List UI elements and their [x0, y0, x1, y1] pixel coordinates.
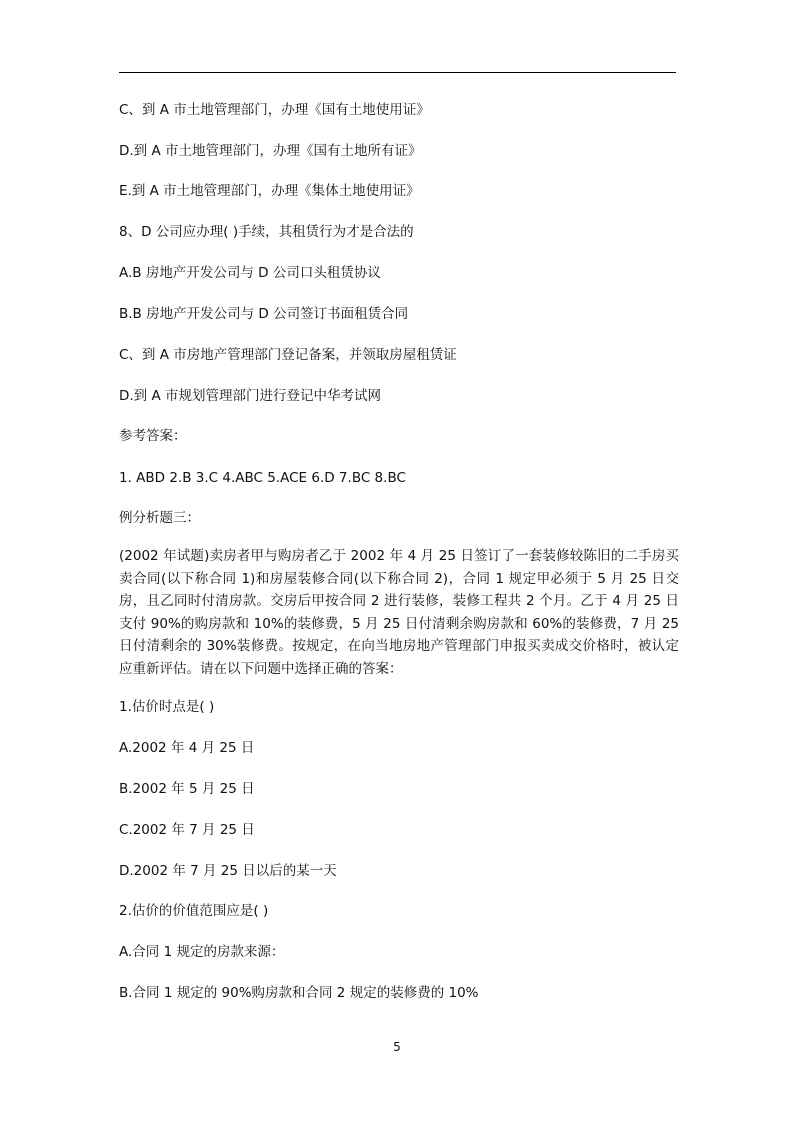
q8-option-c: C、到 A 市房地产管理部门登记备案，并领取房屋租赁证: [119, 347, 457, 363]
question-8: 8、D 公司应办理( )手续，其租赁行为才是合法的: [119, 224, 414, 240]
case-heading: 例分析题三：: [119, 510, 200, 526]
q1-option-a: A.2002 年 4 月 25 日: [119, 740, 255, 756]
q8-option-a: A.B 房地产开发公司与 D 公司口头租赁协议: [119, 265, 381, 281]
question-2: 2.估价的价值范围应是( ): [119, 903, 269, 919]
q2-option-b: B.合同 1 规定的 90%购房款和合同 2 规定的装修费的 10%: [119, 985, 479, 1001]
q8-option-d: D.到 A 市规划管理部门进行登记中华考试网: [119, 388, 382, 404]
header-rule: [119, 72, 676, 73]
page-number: 5: [393, 1040, 401, 1054]
answer-heading: 参考答案：: [119, 428, 187, 444]
q1-option-b: B.2002 年 5 月 25 日: [119, 781, 255, 797]
q1-option-c: C.2002 年 7 月 25 日: [119, 822, 255, 838]
q1-option-d: D.2002 年 7 月 25 日以后的某一天: [119, 863, 337, 879]
option-e-collective-land-cert: E.到 A 市土地管理部门，办理《集体土地使用证》: [119, 183, 420, 199]
question-1: 1.估价时点是( ): [119, 699, 215, 715]
option-d-land-ownership-cert: D.到 A 市土地管理部门，办理《国有土地所有证》: [119, 143, 422, 159]
case-paragraph: (2002 年试题)卖房者甲与购房者乙于 2002 年 4 月 25 日签订了一套装修较陈旧的二手房买卖合同(以下称合同 1)和房屋装修合同(以下称合同 2)，合同 1 规定甲必须于 5 月 25 日交房，且乙同时付清房款。交房后甲按合同 2 进行装修，装修工程共 2 个月。乙于 4 月 25 日支付 90%的购房款和 10%的装修费，5 月 25 日付清剩余购房款和 60%的装修费，7 月 25 日付清剩余的 30%装修费。按规定，在向当地房地产管理部门申报买卖成交价格时，被认定应重新评估。请在以下问题中选择正确的答案：: [119, 548, 679, 677]
q2-option-a: A.合同 1 规定的房款来源：: [119, 944, 285, 960]
option-c-land-use-cert: C、到 A 市土地管理部门，办理《国有土地使用证》: [119, 102, 430, 118]
q8-option-b: B.B 房地产开发公司与 D 公司签订书面租赁合同: [119, 306, 409, 322]
answer-key: 1. ABD 2.B 3.C 4.ABC 5.ACE 6.D 7.BC 8.BC: [119, 470, 406, 486]
